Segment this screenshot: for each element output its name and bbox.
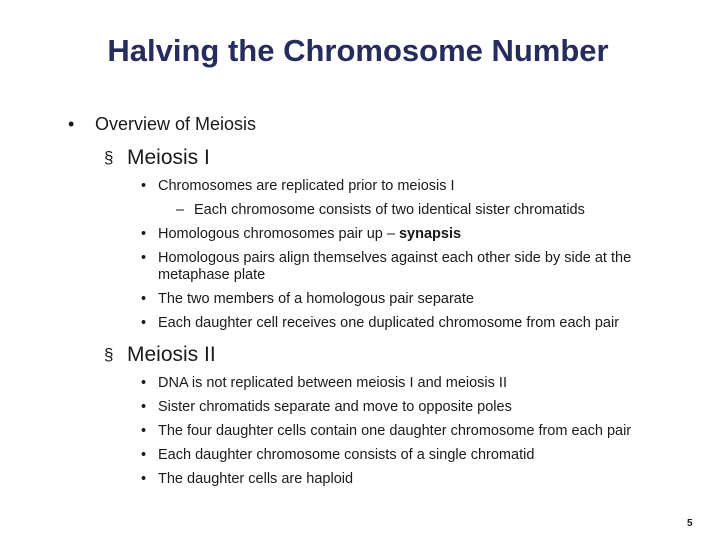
bullet-dot-icon: • [141, 375, 147, 391]
item-emphasis: synapsis [398, 226, 462, 242]
page-number: 5 [687, 518, 693, 529]
item-text: Each chromosome consists of two identical sister chromatids [194, 202, 585, 218]
meiosis-2-heading: Meiosis II [127, 343, 216, 366]
bullet-dot-icon: • [141, 447, 147, 463]
bullet-dot-icon: • [141, 250, 147, 266]
meiosis-1-heading: Meiosis I [127, 146, 210, 169]
bullet-dot-icon: • [141, 178, 147, 194]
bullet-dot-icon: • [68, 114, 75, 134]
item-text: Homologous pairs align themselves against each other side by side at the metaphase plate [158, 250, 632, 283]
overview-text: Overview of Meiosis [95, 114, 257, 134]
bullet-dot-icon: • [141, 315, 147, 331]
item-text: Chromosomes are replicated prior to meiosis I [158, 178, 455, 194]
item-text: Each daughter chromosome consists of a single chromatid [158, 447, 535, 463]
item-text: The four daughter cells contain one daughter chromosome from each pair [158, 423, 632, 439]
item-text [158, 226, 698, 243]
dash-bullet-icon: – [176, 202, 185, 218]
slide-title: Halving the Chromosome Number [107, 33, 609, 68]
item-text-main: Homologous chromosomes pair up – [158, 226, 399, 242]
bullet-dot-icon: • [141, 226, 147, 242]
item-text: The daughter cells are haploid [158, 471, 354, 487]
item-text: DNA is not replicated between meiosis I and meiosis II [158, 375, 507, 391]
square-bullet-icon: § [104, 148, 114, 167]
item-text: The two members of a homologous pair separate [158, 291, 474, 307]
item-text: Each daughter cell receives one duplicated chromosome from each pair [158, 315, 620, 331]
item-text: Sister chromatids separate and move to opposite poles [158, 399, 512, 415]
bullet-dot-icon: • [141, 423, 147, 439]
bullet-dot-icon: • [141, 399, 147, 415]
bullet-dot-icon: • [141, 291, 147, 307]
bullet-dot-icon: • [141, 471, 147, 487]
square-bullet-icon: § [104, 345, 114, 364]
